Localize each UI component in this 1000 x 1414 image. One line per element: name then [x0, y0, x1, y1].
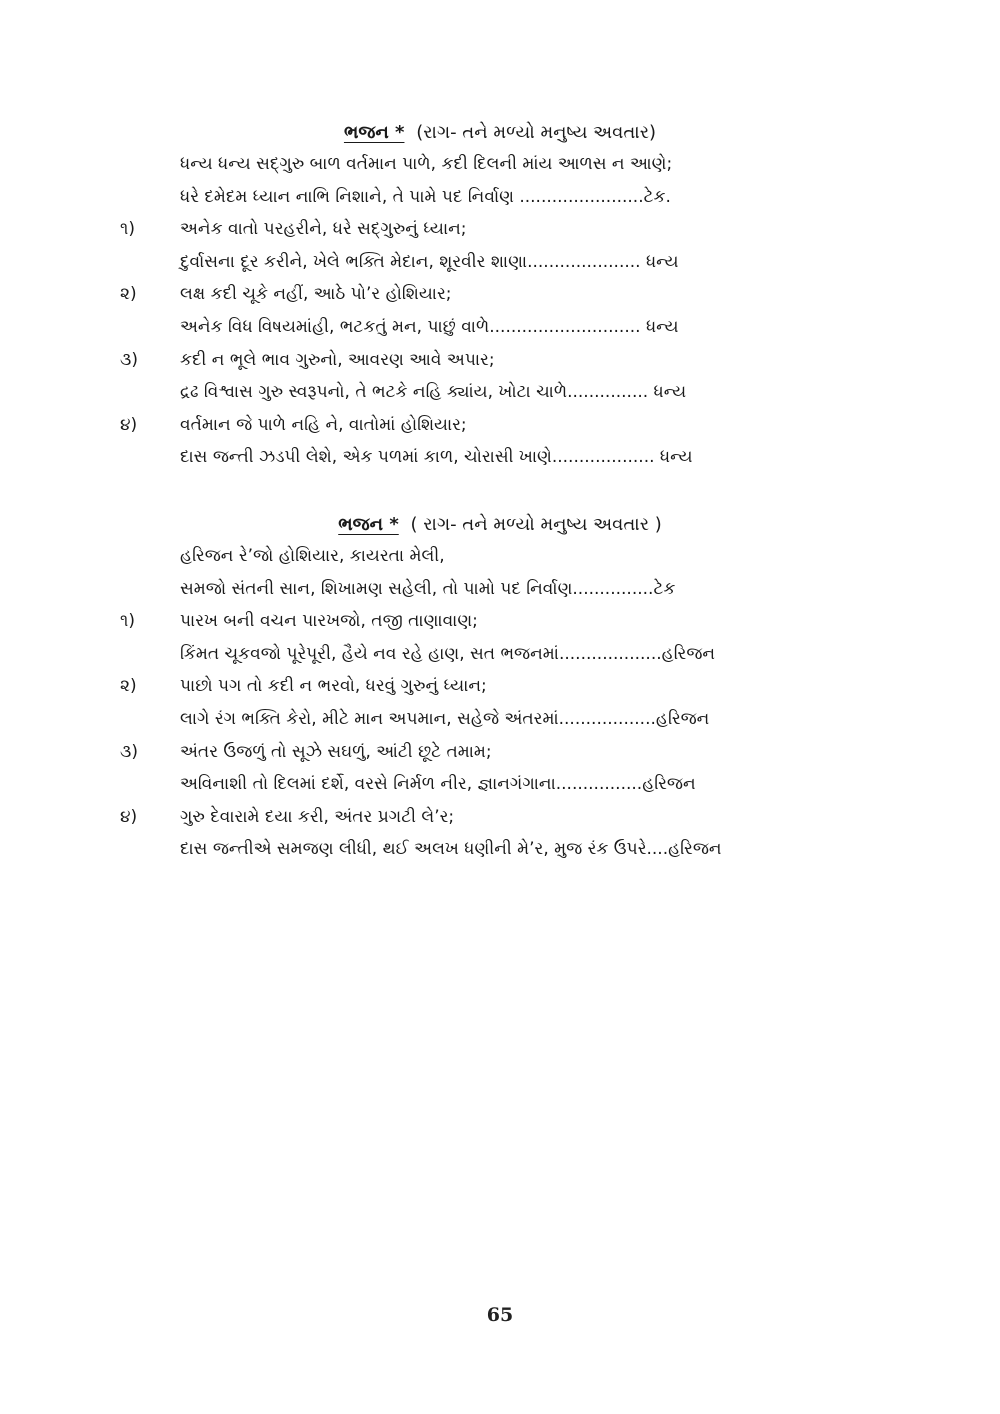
verse-line: [0, 801, 1000, 834]
verse-number: ૨): [120, 676, 137, 697]
verse-number: ૨): [120, 284, 137, 305]
verse-text: કિંમત ચૂકવજો પૂરેપૂરી, હૈયે નવ રહે હાણ, સત ભજનમાં...................હરિજન: [180, 643, 716, 664]
verse-line: [0, 703, 1000, 736]
verse-line: [0, 670, 1000, 703]
bhajan-title: ભજન *: [338, 514, 399, 535]
verse-list: [0, 148, 1000, 474]
verse-line: [0, 768, 1000, 801]
verse-line: [0, 181, 1000, 214]
verse-line: [0, 540, 1000, 573]
verse-text: દુર્વાસના દૂર કરીને, ખેલે ભક્તિ મેદાન, શૂરવીર શાણા..................... ધન્ય: [180, 251, 679, 272]
verse-line: [0, 409, 1000, 442]
verse-text: કદી ન ભૂલે ભાવ ગુરુનો, આવરણ આવે અપાર;: [180, 349, 495, 370]
verse-text: લક્ષ કદી ચૂકે નહીં, આઠે પો’ર હોશિયાર;: [180, 284, 452, 305]
verse-line: [0, 213, 1000, 246]
bhajan-heading: [0, 510, 1000, 540]
verse-line: [0, 246, 1000, 279]
bhajan-title: ભજન *: [343, 122, 405, 143]
bhajan-heading: [0, 118, 1000, 148]
verse-number: ૧): [120, 611, 135, 632]
verse-text: પારખ બની વચન પારખજો, તજી તાણાવાણ;: [180, 611, 478, 632]
verse-text: અનેક વાતો પરહરીને, ધરે સદ્ગુરુનું ધ્યાન;: [180, 219, 467, 240]
verse-number: ૪): [120, 414, 138, 435]
bhajan-section-1: [0, 118, 1000, 474]
verse-text: દ્રઢ વિશ્વાસ ગુરુ સ્વરૂપનો, તે ભટકે નહિ ક્યાંય, ખોટા ચાળે............... ધન્ય: [180, 382, 687, 403]
verse-text: દાસ જન્તીએ સમજણ લીધી, થઈ અલખ ધણીની મે’ર, મુજ રંક ઉપરે....હરિજન: [180, 839, 722, 860]
verse-text: દાસ જન્તી ઝડપી લેશે, એક પળમાં કાળ, ચોરાસી ખાણે................... ધન્ય: [180, 447, 693, 468]
verse-number: ૪): [120, 806, 138, 827]
verse-line: [0, 148, 1000, 181]
verse-text: ધન્ય ધન્ય સદ્ગુરુ બાળ વર્તમાન પાળે, કદી દિલની માંય આળસ ન આણે;: [180, 154, 673, 174]
verse-text: અનેક વિધ વિષયમાંહી, ભટકતું મન, પાછું વાળે............................ ધન્ય: [180, 316, 679, 337]
verse-line: [0, 376, 1000, 409]
verse-text: લાગે રંગ ભક્તિ કેરો, મીટે માન અપમાન, સહેજે અંતરમાં..................હરિજન: [180, 708, 710, 729]
verse-text: અંતર ઉજળું તો સૂઝે સઘળું, આંટી છૂટે તમામ;: [180, 741, 492, 762]
verse-line: [0, 736, 1000, 769]
verse-line: [0, 638, 1000, 671]
verse-text: ગુરુ દેવારામે દયા કરી, અંતર પ્રગટી લે’ર;: [180, 806, 455, 827]
verse-text: ધરે દમેદમ ધ્યાન નાભિ નિશાને, તે પામે પદ નિર્વાણ .......................ટેક.: [180, 186, 671, 207]
verse-number: ૩): [120, 741, 138, 762]
verse-line: [0, 278, 1000, 311]
verse-text: પાછો પગ તો કદી ન ભરવો, ધરવું ગુરુનું ધ્યાન;: [180, 676, 487, 697]
verse-text: અવિનાશી તો દિલમાં દર્શે, વરસે નિર્મળ નીર, જ્ઞાનગંગાના................હરિજન: [180, 774, 696, 795]
raga-subtitle: ( રાગ- તને મળ્યો મનુષ્ય અવતાર ): [410, 514, 662, 535]
verse-number: ૧): [120, 219, 135, 240]
verse-line: [0, 605, 1000, 638]
verse-line: [0, 573, 1000, 606]
verse-number: ૩): [120, 349, 138, 370]
verse-line: [0, 344, 1000, 377]
verse-line: [0, 311, 1000, 344]
verse-list: [0, 540, 1000, 866]
raga-subtitle: (રાગ- તને મળ્યો મનુષ્ય અવતાર): [416, 122, 657, 143]
bhajan-section-2: [0, 510, 1000, 866]
verse-text: વર્તમાન જે પાળે નહિ ને, વાતોમાં હોશિયાર;: [180, 414, 467, 435]
verse-line: [0, 833, 1000, 866]
page-number: 65: [486, 1304, 514, 1326]
verse-line: [0, 441, 1000, 474]
verse-text: હરિજન રે’જો હોશિયાર, કાયરતા મેલી,: [180, 546, 445, 566]
verse-text: સમજો સંતની સાન, શિખામણ સહેલી, તો પામો પદ નિર્વાણ...............ટેક: [180, 578, 676, 599]
